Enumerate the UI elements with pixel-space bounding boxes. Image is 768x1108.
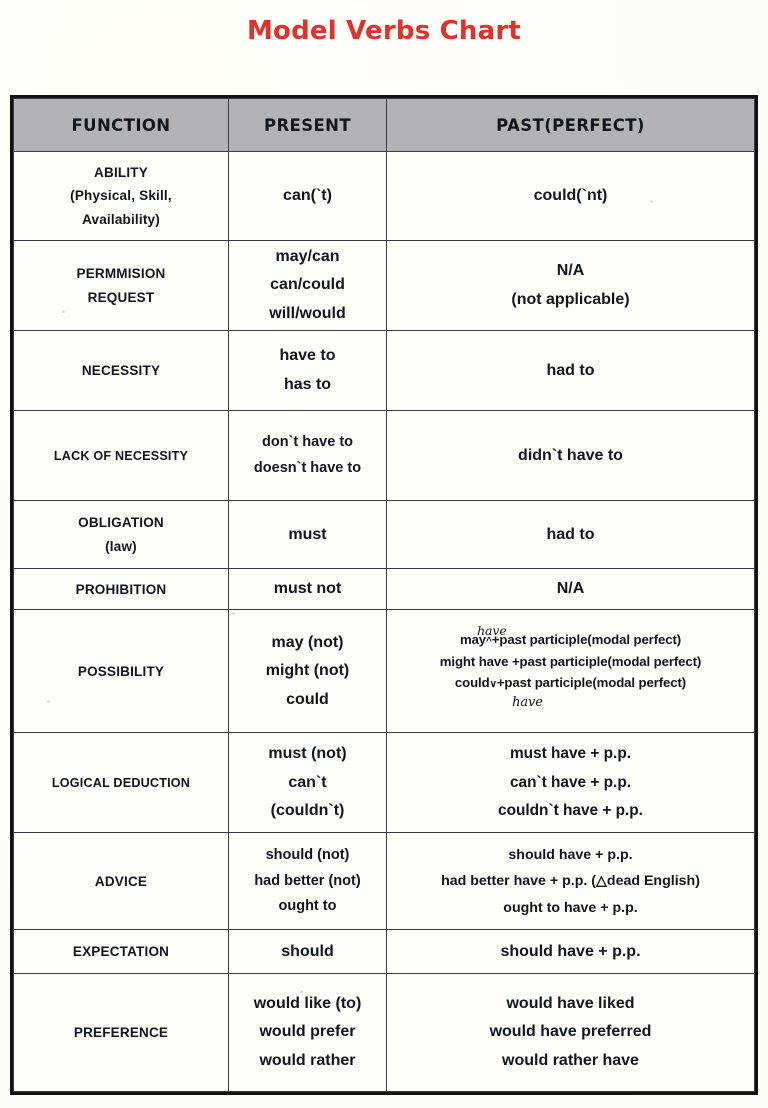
past-line: N/A (556, 262, 585, 280)
present-line: had better (not) (254, 872, 361, 889)
handwriting-have: have (477, 623, 507, 639)
function-line: (Physical, Skill, (70, 188, 172, 204)
past-line: had to (546, 361, 595, 379)
row-past-logical-deduction (387, 733, 755, 833)
present-line: would rather (259, 1051, 356, 1069)
table-row (14, 331, 755, 411)
caret-mark: ^ (486, 636, 492, 648)
function-line: LOGICAL DEDUCTION (51, 775, 191, 790)
present-line: would prefer (259, 1023, 356, 1041)
column-header-function: FUNCTION (14, 99, 229, 152)
past-line-could (391, 672, 750, 693)
modal-verbs-table (13, 98, 755, 1092)
row-present-necessity (229, 331, 387, 411)
past-line: didn`t have to (518, 446, 623, 464)
row-past-necessity (387, 331, 755, 411)
row-present-advice (229, 833, 387, 930)
row-past-expectation (387, 930, 755, 974)
table-row (14, 610, 755, 733)
row-past-possibility (387, 610, 755, 733)
row-function-prohibition (14, 569, 229, 610)
present-line: must (not) (268, 745, 347, 763)
page-title: Model Verbs Chart (246, 16, 522, 46)
row-past-ability (387, 152, 755, 241)
past-line: can`t have + p.p. (509, 773, 632, 791)
past-line: would have liked (506, 995, 635, 1012)
row-present-obligation (229, 501, 387, 569)
present-line: may/can (275, 248, 340, 265)
present-line: can(`t) (283, 186, 332, 204)
past-line: would rather have (502, 1051, 639, 1069)
modal-could: could (454, 675, 490, 691)
function-line: NECESSITY (81, 363, 161, 379)
table-row (14, 501, 755, 569)
present-line: should (281, 942, 334, 960)
past-participle-text: +past participle(modal perfect) (491, 632, 682, 648)
function-line: OBLIGATION (78, 515, 164, 531)
function-line: REQUEST (87, 289, 155, 305)
scan-speck (47, 700, 50, 703)
scan-speck (650, 200, 653, 203)
table-row (14, 930, 755, 974)
scan-speck (232, 612, 235, 615)
present-line: (couldn`t) (270, 802, 345, 820)
present-line: can/could (270, 276, 345, 294)
present-line: might (not) (265, 662, 350, 680)
modal-verbs-table-container (10, 95, 758, 1095)
table-header-row (14, 99, 755, 152)
table-row (14, 569, 755, 610)
present-line: could (286, 690, 329, 708)
function-line: LACK OF NECESSITY (53, 448, 189, 463)
present-line: has to (283, 375, 332, 393)
function-line: ADVICE (94, 873, 148, 889)
past-line-might: might have +past participle(modal perfect) (439, 653, 702, 669)
column-header-present: PRESENT (229, 99, 387, 152)
function-line: Availability) (82, 211, 160, 227)
handwritten-insert-have-above (477, 623, 507, 650)
past-participle-text: +past participle(modal perfect) (496, 675, 687, 691)
present-line: can`t (288, 773, 327, 791)
function-line: PERMMISION (76, 266, 166, 282)
past-line: could(`nt) (533, 186, 608, 204)
row-present-lack-of-necessity (229, 411, 387, 501)
past-line: N/A (556, 580, 585, 598)
row-present-logical-deduction (229, 733, 387, 833)
scan-speck (62, 310, 65, 313)
handwriting-have: have (512, 695, 543, 711)
function-line: EXPECTATION (72, 944, 170, 960)
present-line: must (288, 525, 327, 543)
past-line-dead-english: had better have + p.p. (△dead English) (441, 873, 700, 890)
past-line: should have + p.p. (508, 847, 633, 863)
row-function-expectation (14, 930, 229, 974)
row-function-necessity (14, 331, 229, 411)
present-line: don`t have to (261, 434, 354, 451)
present-line: must not (273, 580, 342, 598)
row-function-possibility (14, 610, 229, 733)
past-line: should have + p.p. (500, 942, 641, 960)
function-line: POSSIBILITY (77, 663, 165, 679)
table-row (14, 241, 755, 331)
row-function-permission (14, 241, 229, 331)
caret-mark: ∨ (489, 679, 497, 691)
column-header-past: PAST(PERFECT) (387, 99, 755, 152)
table-row (14, 733, 755, 833)
row-function-logical-deduction (14, 733, 229, 833)
present-line: doesn`t have to (253, 459, 362, 476)
row-function-lack-of-necessity (14, 411, 229, 501)
row-function-ability (14, 152, 229, 241)
row-past-obligation (387, 501, 755, 569)
table-row (14, 152, 755, 241)
row-past-lack-of-necessity (387, 411, 755, 501)
row-past-permission (387, 241, 755, 331)
past-line: ought to have + p.p. (503, 899, 638, 916)
row-function-preference (14, 974, 229, 1092)
row-present-expectation (229, 930, 387, 974)
row-function-obligation (14, 501, 229, 569)
row-past-advice (387, 833, 755, 930)
past-line: had to (546, 525, 595, 543)
function-line: PROHIBITION (75, 581, 167, 597)
table-row (14, 974, 755, 1092)
present-line: will/would (269, 304, 346, 322)
past-line: would have preferred (489, 1023, 652, 1041)
table-row (14, 411, 755, 501)
function-line: ABILITY (94, 164, 148, 180)
row-present-prohibition (229, 569, 387, 610)
past-line: (not applicable) (511, 290, 630, 308)
function-line: (law) (105, 538, 137, 554)
past-line-may (391, 623, 750, 650)
scan-speck (300, 990, 303, 993)
past-line: must have + p.p. (509, 745, 632, 763)
modal-may: may (459, 632, 487, 648)
row-present-permission (229, 241, 387, 331)
row-present-preference (229, 974, 387, 1092)
row-present-ability (229, 152, 387, 241)
present-line: may (not) (271, 633, 344, 651)
row-past-prohibition (387, 569, 755, 610)
table-row (14, 833, 755, 930)
present-line: have to (279, 347, 336, 365)
function-line: PREFERENCE (73, 1024, 169, 1040)
present-line: ought to (278, 898, 337, 915)
past-line: couldn`t have + p.p. (498, 802, 643, 820)
present-line: should (not) (265, 846, 350, 863)
row-function-advice (14, 833, 229, 930)
row-past-preference (387, 974, 755, 1092)
row-present-possibility (229, 610, 387, 733)
present-line: would like (to) (253, 995, 362, 1012)
